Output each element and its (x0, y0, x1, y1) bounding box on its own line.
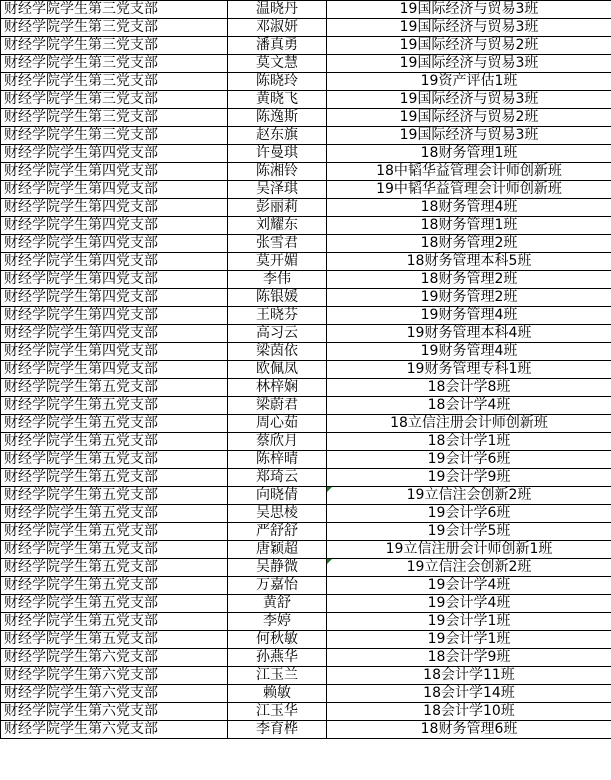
class-cell[interactable]: 19会计学4班 (327, 595, 611, 613)
branch-cell[interactable]: 财经学院学生第六党支部 (1, 703, 228, 721)
table-row[interactable] (1, 505, 611, 523)
table-row[interactable] (1, 721, 611, 739)
class-cell[interactable]: 18会计学14班 (327, 685, 611, 703)
name-cell[interactable]: 刘耀东 (228, 217, 327, 235)
class-cell[interactable]: 19立信注册会计师创新1班 (327, 541, 611, 559)
name-cell[interactable]: 吴静微 (228, 559, 327, 577)
name-cell[interactable]: 莫开媚 (228, 253, 327, 271)
table-row[interactable] (1, 217, 611, 235)
cell-note-indicator-icon (327, 487, 332, 492)
name-cell[interactable]: 林梓娴 (228, 379, 327, 397)
name-cell[interactable]: 江玉华 (228, 703, 327, 721)
class-cell[interactable]: 19国际经济与贸易3班 (327, 91, 611, 109)
table-row[interactable] (1, 271, 611, 289)
class-cell[interactable]: 19会计学1班 (327, 631, 611, 649)
branch-cell[interactable]: 财经学院学生第三党支部 (1, 91, 228, 109)
branch-cell[interactable]: 财经学院学生第四党支部 (1, 343, 228, 361)
name-cell[interactable]: 孙燕华 (228, 649, 327, 667)
class-cell[interactable]: 18会计学9班 (327, 649, 611, 667)
name-cell[interactable]: 严舒舒 (228, 523, 327, 541)
branch-cell[interactable]: 财经学院学生第三党支部 (1, 73, 228, 91)
branch-cell[interactable]: 财经学院学生第四党支部 (1, 181, 228, 199)
name-cell[interactable]: 何秋敏 (228, 631, 327, 649)
table-row[interactable] (1, 361, 611, 379)
name-cell[interactable]: 郑琦云 (228, 469, 327, 487)
table-row[interactable] (1, 559, 611, 577)
class-cell[interactable]: 18会计学11班 (327, 667, 611, 685)
name-cell[interactable]: 陈湘铃 (228, 163, 327, 181)
class-cell[interactable]: 19中韬华益管理会计师创新班 (327, 181, 611, 199)
name-cell[interactable]: 向晓倩 (228, 487, 327, 505)
branch-cell[interactable]: 财经学院学生第五党支部 (1, 613, 228, 631)
name-cell[interactable]: 陈梓晴 (228, 451, 327, 469)
branch-cell[interactable]: 财经学院学生第六党支部 (1, 721, 228, 739)
branch-cell[interactable]: 财经学院学生第四党支部 (1, 145, 228, 163)
name-cell[interactable]: 高习云 (228, 325, 327, 343)
class-cell[interactable]: 19财务管理4班 (327, 343, 611, 361)
name-cell[interactable]: 赵东旗 (228, 127, 327, 145)
name-cell[interactable]: 邓淑妍 (228, 19, 327, 37)
table-row[interactable] (1, 145, 611, 163)
name-cell[interactable]: 黄晓飞 (228, 91, 327, 109)
table-row[interactable] (1, 523, 611, 541)
table-row[interactable] (1, 1, 611, 19)
class-cell[interactable]: 18财务管理6班 (327, 721, 611, 739)
class-cell[interactable]: 19会计学6班 (327, 451, 611, 469)
class-cell[interactable]: 19财务管理本科4班 (327, 325, 611, 343)
table-row[interactable] (1, 595, 611, 613)
name-cell[interactable]: 王晓芬 (228, 307, 327, 325)
branch-cell[interactable]: 财经学院学生第四党支部 (1, 235, 228, 253)
table-row[interactable] (1, 469, 611, 487)
name-cell[interactable]: 欧佩凤 (228, 361, 327, 379)
class-cell[interactable]: 19国际经济与贸易2班 (327, 37, 611, 55)
table-row[interactable] (1, 397, 611, 415)
class-cell[interactable]: 18财务管理1班 (327, 145, 611, 163)
branch-cell[interactable]: 财经学院学生第四党支部 (1, 217, 228, 235)
table-row[interactable] (1, 577, 611, 595)
name-cell[interactable]: 唐颖超 (228, 541, 327, 559)
branch-cell[interactable]: 财经学院学生第五党支部 (1, 397, 228, 415)
branch-cell[interactable]: 财经学院学生第五党支部 (1, 523, 228, 541)
branch-cell[interactable]: 财经学院学生第五党支部 (1, 433, 228, 451)
class-cell[interactable]: 19国际经济与贸易3班 (327, 127, 611, 145)
branch-cell[interactable]: 财经学院学生第四党支部 (1, 325, 228, 343)
name-cell[interactable]: 江玉兰 (228, 667, 327, 685)
branch-cell[interactable]: 财经学院学生第五党支部 (1, 559, 228, 577)
name-cell[interactable]: 张雪君 (228, 235, 327, 253)
class-cell[interactable]: 18中韬华益管理会计师创新班 (327, 163, 611, 181)
name-cell[interactable]: 陈逸斯 (228, 109, 327, 127)
table-row[interactable] (1, 379, 611, 397)
branch-cell[interactable]: 财经学院学生第六党支部 (1, 667, 228, 685)
table-row[interactable] (1, 199, 611, 217)
branch-cell[interactable]: 财经学院学生第五党支部 (1, 379, 228, 397)
name-cell[interactable]: 陈银媛 (228, 289, 327, 307)
branch-cell[interactable]: 财经学院学生第六党支部 (1, 685, 228, 703)
branch-cell[interactable]: 财经学院学生第五党支部 (1, 469, 228, 487)
branch-cell[interactable]: 财经学院学生第四党支部 (1, 289, 228, 307)
name-cell[interactable]: 蔡欣月 (228, 433, 327, 451)
class-cell[interactable]: 19会计学9班 (327, 469, 611, 487)
name-cell[interactable]: 李婷 (228, 613, 327, 631)
class-cell[interactable]: 19国际经济与贸易3班 (327, 55, 611, 73)
name-cell[interactable]: 温晓丹 (228, 1, 327, 19)
name-cell[interactable]: 吴泽琪 (228, 181, 327, 199)
table-row[interactable] (1, 415, 611, 433)
class-cell[interactable]: 19立信注会创新2班 (327, 487, 611, 505)
branch-cell[interactable]: 财经学院学生第三党支部 (1, 127, 228, 145)
branch-cell[interactable]: 财经学院学生第五党支部 (1, 541, 228, 559)
class-cell[interactable]: 19财务管理4班 (327, 307, 611, 325)
class-cell[interactable]: 18财务管理1班 (327, 217, 611, 235)
branch-cell[interactable]: 财经学院学生第四党支部 (1, 163, 228, 181)
class-cell[interactable]: 19财务管理2班 (327, 289, 611, 307)
table-row[interactable] (1, 631, 611, 649)
branch-cell[interactable]: 财经学院学生第五党支部 (1, 415, 228, 433)
table-row[interactable] (1, 109, 611, 127)
table-row[interactable] (1, 163, 611, 181)
branch-cell[interactable]: 财经学院学生第五党支部 (1, 505, 228, 523)
cell-note-indicator-icon (327, 559, 332, 564)
branch-cell[interactable]: 财经学院学生第四党支部 (1, 271, 228, 289)
class-cell[interactable]: 19资产评估1班 (327, 73, 611, 91)
branch-cell[interactable]: 财经学院学生第三党支部 (1, 37, 228, 55)
name-cell[interactable]: 梁茵依 (228, 343, 327, 361)
branch-cell[interactable]: 财经学院学生第六党支部 (1, 649, 228, 667)
name-cell[interactable]: 赖敏 (228, 685, 327, 703)
branch-cell[interactable]: 财经学院学生第五党支部 (1, 451, 228, 469)
class-cell[interactable]: 19会计学4班 (327, 577, 611, 595)
sheet-body (1, 1, 611, 739)
table-row[interactable] (1, 703, 611, 721)
table-row[interactable] (1, 253, 611, 271)
name-cell[interactable]: 李伟 (228, 271, 327, 289)
class-cell[interactable]: 18财务管理本科5班 (327, 253, 611, 271)
branch-cell[interactable]: 财经学院学生第四党支部 (1, 361, 228, 379)
table-row[interactable] (1, 487, 611, 505)
class-cell[interactable]: 18财务管理2班 (327, 271, 611, 289)
class-cell[interactable]: 19会计学6班 (327, 505, 611, 523)
name-cell[interactable]: 陈晓玲 (228, 73, 327, 91)
name-cell[interactable]: 潘真勇 (228, 37, 327, 55)
branch-cell[interactable]: 财经学院学生第五党支部 (1, 631, 228, 649)
table-row[interactable] (1, 433, 611, 451)
name-cell[interactable]: 梁蔚君 (228, 397, 327, 415)
class-cell[interactable]: 19立信注会创新2班 (327, 559, 611, 577)
branch-cell[interactable]: 财经学院学生第五党支部 (1, 487, 228, 505)
table-row[interactable] (1, 649, 611, 667)
branch-cell[interactable]: 财经学院学生第四党支部 (1, 307, 228, 325)
class-cell[interactable]: 19财务管理专科1班 (327, 361, 611, 379)
name-cell[interactable]: 莫文慧 (228, 55, 327, 73)
branch-cell[interactable]: 财经学院学生第三党支部 (1, 19, 228, 37)
table-row[interactable] (1, 127, 611, 145)
table-row[interactable] (1, 307, 611, 325)
class-cell[interactable]: 19国际经济与贸易2班 (327, 109, 611, 127)
class-cell[interactable]: 19国际经济与贸易3班 (327, 1, 611, 19)
name-cell[interactable]: 彭丽莉 (228, 199, 327, 217)
name-cell[interactable]: 许曼琪 (228, 145, 327, 163)
name-cell[interactable]: 李育桦 (228, 721, 327, 739)
table-row[interactable] (1, 19, 611, 37)
name-cell[interactable]: 万嘉怡 (228, 577, 327, 595)
branch-cell[interactable]: 财经学院学生第四党支部 (1, 253, 228, 271)
branch-cell[interactable]: 财经学院学生第四党支部 (1, 199, 228, 217)
class-cell[interactable]: 18会计学4班 (327, 397, 611, 415)
branch-cell[interactable]: 财经学院学生第三党支部 (1, 1, 228, 19)
table-row[interactable] (1, 541, 611, 559)
table-row[interactable] (1, 343, 611, 361)
table-row[interactable] (1, 289, 611, 307)
table-row[interactable] (1, 235, 611, 253)
branch-cell[interactable]: 财经学院学生第五党支部 (1, 595, 228, 613)
branch-cell[interactable]: 财经学院学生第五党支部 (1, 577, 228, 595)
class-cell[interactable]: 18财务管理4班 (327, 199, 611, 217)
table-row[interactable] (1, 73, 611, 91)
branch-cell[interactable]: 财经学院学生第三党支部 (1, 55, 228, 73)
table-row[interactable] (1, 613, 611, 631)
class-cell[interactable]: 19会计学5班 (327, 523, 611, 541)
name-cell[interactable]: 黄舒 (228, 595, 327, 613)
table-row[interactable] (1, 325, 611, 343)
table-row[interactable] (1, 55, 611, 73)
table-row[interactable] (1, 181, 611, 199)
class-cell[interactable]: 18会计学1班 (327, 433, 611, 451)
table-row[interactable] (1, 667, 611, 685)
class-cell[interactable]: 18财务管理2班 (327, 235, 611, 253)
class-cell[interactable]: 18会计学8班 (327, 379, 611, 397)
branch-cell[interactable]: 财经学院学生第三党支部 (1, 109, 228, 127)
table-row[interactable] (1, 91, 611, 109)
class-cell[interactable]: 19会计学1班 (327, 613, 611, 631)
name-cell[interactable]: 周心茹 (228, 415, 327, 433)
table-row[interactable] (1, 451, 611, 469)
class-cell[interactable]: 19国际经济与贸易3班 (327, 19, 611, 37)
class-cell[interactable]: 18立信注册会计师创新班 (327, 415, 611, 433)
class-cell[interactable]: 18会计学10班 (327, 703, 611, 721)
table-row[interactable] (1, 685, 611, 703)
table-row[interactable] (1, 37, 611, 55)
name-cell[interactable]: 吴思棱 (228, 505, 327, 523)
